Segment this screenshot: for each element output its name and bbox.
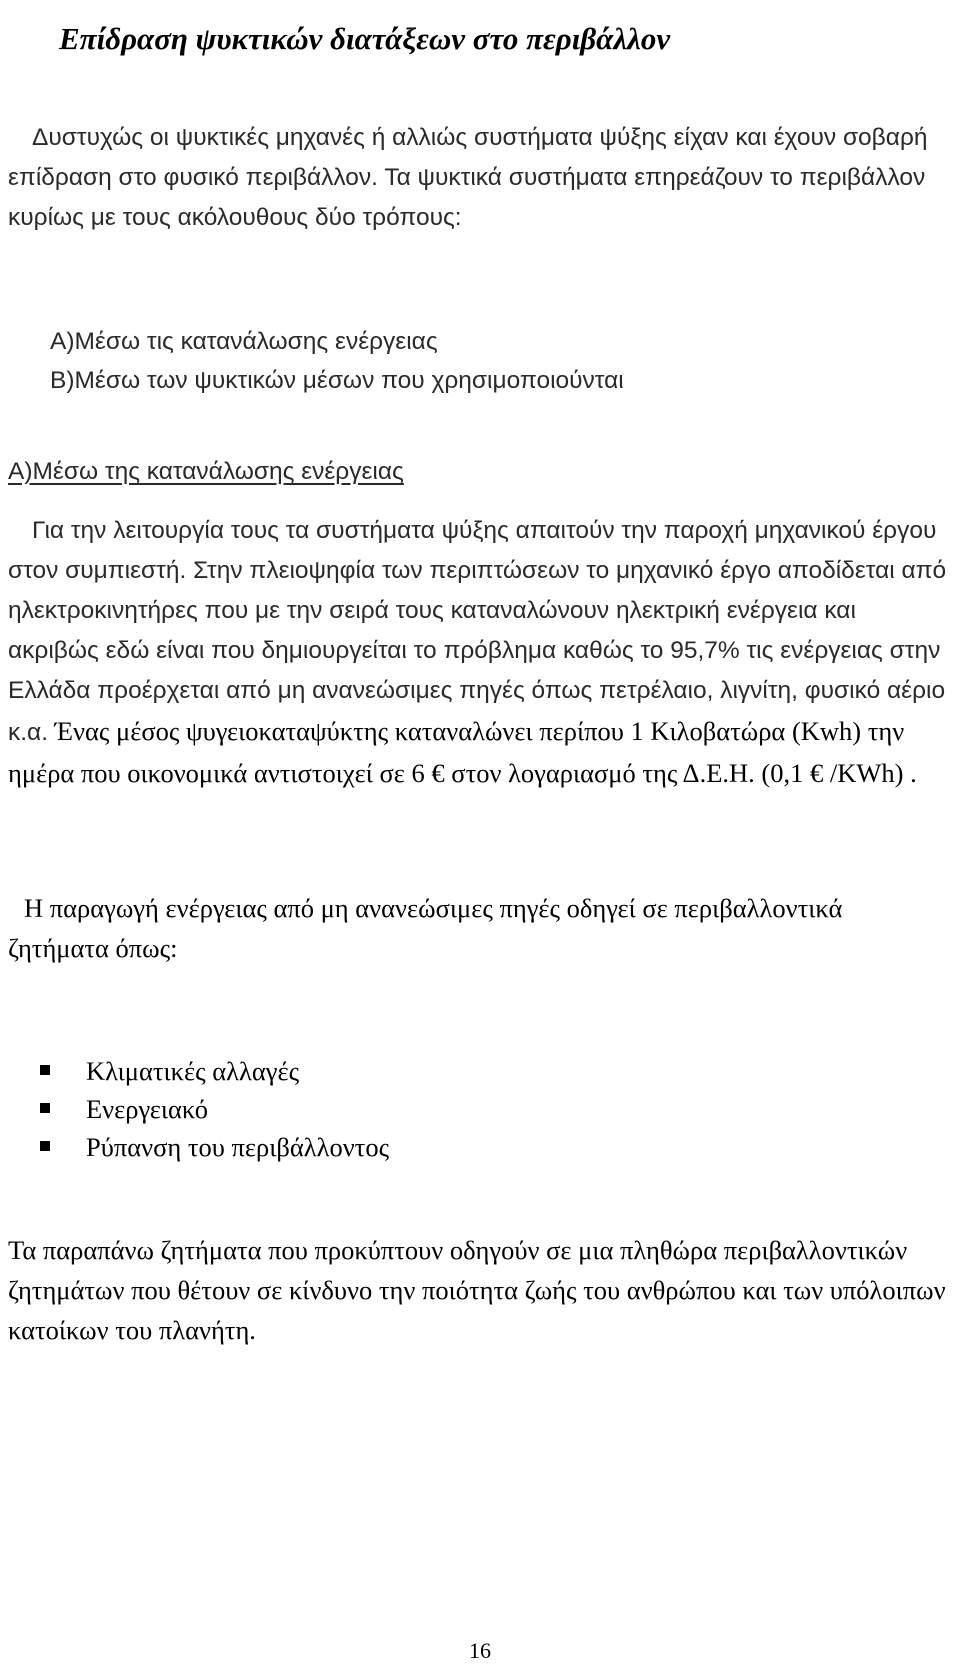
list-item-label: Ενεργειακό — [86, 1094, 208, 1124]
way-item-b: Β)Μέσω των ψυκτικών μέσων που χρησιμοποιούνται — [50, 367, 624, 394]
square-bullet-icon — [40, 1141, 50, 1151]
list-item — [36, 1052, 389, 1090]
section-heading: Α)Μέσω της κατανάλωσης ενέργειας — [8, 458, 404, 485]
ways-list — [50, 322, 624, 400]
way-item-a: Α)Μέσω τις κατανάλωσης ενέργειας — [50, 328, 438, 355]
issues-list — [36, 1052, 389, 1166]
list-item — [36, 1090, 389, 1128]
closing-paragraph: Τα παραπάνω ζητήματα που προκύπτουν οδηγούν σε μια πληθώρα περιβαλλοντικών ζητημάτων που θέτουν σε κίνδυνο την ποιότητα ζωής του ανθρώπου και των υπόλοιπων κατοίκων του πλανήτη. — [8, 1235, 946, 1345]
list-item-label: Κλιματικές αλλαγές — [86, 1056, 300, 1086]
list-item — [36, 1128, 389, 1166]
issues-intro-paragraph: Η παραγωγή ενέργειας από μη ανανεώσιμες πηγές οδηγεί σε περιβαλλοντικά ζητήματα όπως: — [8, 893, 843, 963]
body-paragraph — [8, 511, 948, 795]
body-paragraph-part1: Για την λειτουργία τους τα συστήματα ψύξης απαιτούν την παροχή μηχανικού έργου στον συμπιεστή. Στην πλειοψηφία των περιπτώσεων το μηχανικό έργο αποδίδεται από ηλεκτροκινητήρες που με την σειρά τους καταναλώνουν ηλεκτρική ενέργεια και ακριβώς εδώ είναι που δημιουργείται το πρόβλημα καθώς το 95,7% τις ενέργειας στην Ελλάδα προέρχεται από μη ανανεώσιμες πηγές όπως πετρέλαιο, λιγνίτη, φυσικό αέριο κ.α. — [8, 517, 947, 746]
square-bullet-icon — [40, 1065, 50, 1075]
square-bullet-icon — [40, 1103, 50, 1113]
page-title: Επίδραση ψυκτικών διατάξεων στο περιβάλλον — [59, 20, 671, 56]
list-item-label: Ρύπανση του περιβάλλοντος — [86, 1132, 390, 1162]
body-paragraph-part2: Ένας μέσος ψυγειοκαταψύκτης καταναλώνει περίπου 1 Κιλοβατώρα (Kwh) την ημέρα που οικονομικά αντιστοιχεί σε 6 € στον λογαριασμό της Δ.Ε.Η. (0,1 € /KWh) . — [8, 716, 917, 788]
page-number: 16 — [469, 1638, 491, 1663]
intro-paragraph: Δυστυχώς οι ψυκτικές μηχανές ή αλλιώς συστήματα ψύξης είχαν και έχουν σοβαρή επίδραση στο φυσικό περιβάλλον. Τα ψυκτικά συστήματα επηρεάζουν το περιβάλλον κυρίως με τους ακόλουθους δύο τρόπους: — [8, 124, 928, 231]
